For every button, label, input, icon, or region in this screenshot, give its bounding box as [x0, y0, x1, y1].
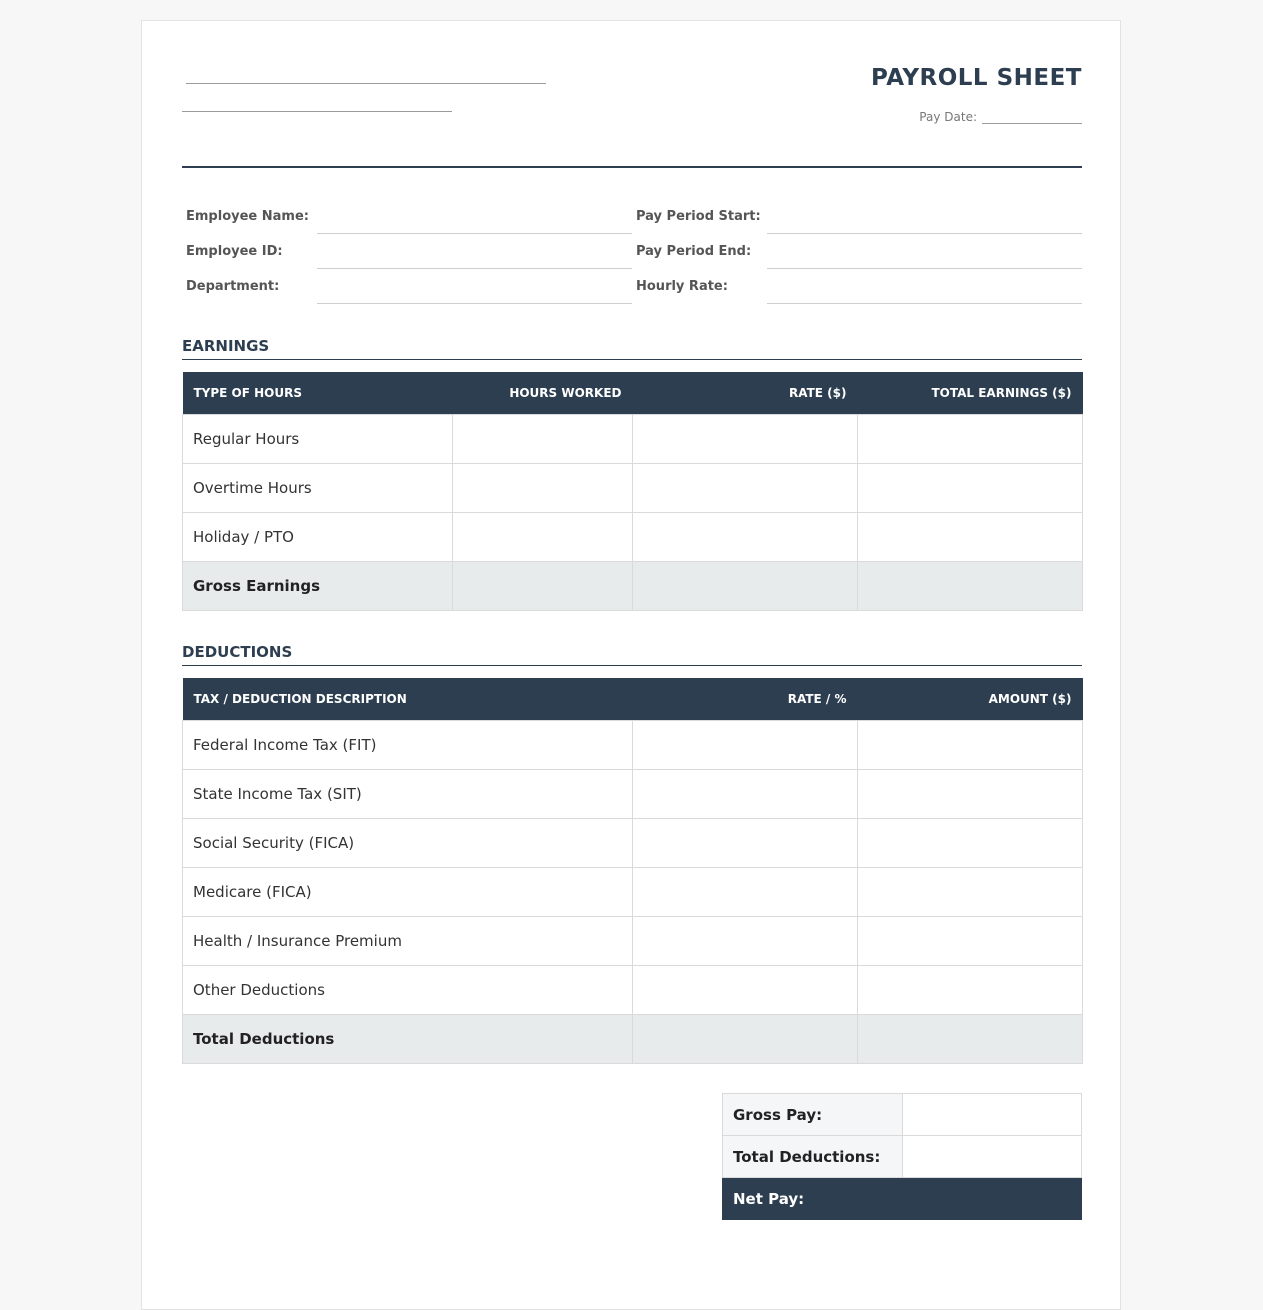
earnings-type-cell: Holiday / PTO	[183, 512, 453, 561]
pay-summary-table	[722, 1093, 1082, 1220]
gross-pay-value[interactable]	[903, 1094, 1082, 1136]
deduction-rate-cell[interactable]	[633, 818, 858, 867]
rate-cell[interactable]	[633, 463, 858, 512]
deduction-description-cell: Other Deductions	[183, 965, 633, 1014]
info-row	[182, 234, 1082, 269]
document-title: PAYROLL SHEET	[870, 65, 1082, 91]
employee-name-label: Employee Name:	[186, 209, 309, 224]
deduction-description-cell: State Income Tax (SIT)	[183, 769, 633, 818]
total-deductions-label: Total Deductions	[183, 1014, 633, 1063]
table-row	[183, 916, 1083, 965]
total-deductions-amount-cell[interactable]	[858, 1014, 1083, 1063]
gross-earnings-cell[interactable]	[858, 561, 1083, 610]
earnings-header-row	[183, 372, 1083, 414]
info-row	[182, 199, 1082, 234]
deduction-amount-cell[interactable]	[858, 916, 1083, 965]
pay-date-field	[919, 110, 1082, 124]
summary-total-deductions-label: Total Deductions:	[723, 1136, 903, 1178]
deduction-amount-cell[interactable]	[858, 769, 1083, 818]
payroll-document	[141, 20, 1121, 1310]
deduction-rate-cell[interactable]	[633, 965, 858, 1014]
net-pay-row	[723, 1178, 1082, 1220]
deduction-description-cell: Medicare (FICA)	[183, 867, 633, 916]
company-name-line[interactable]	[186, 83, 546, 84]
col-deduction-description: TAX / DEDUCTION DESCRIPTION	[183, 678, 633, 720]
table-row	[183, 769, 1083, 818]
gross-pay-label: Gross Pay:	[723, 1094, 903, 1136]
deduction-amount-cell[interactable]	[858, 965, 1083, 1014]
col-type-of-hours: TYPE OF HOURS	[183, 372, 453, 414]
col-hours-worked: HOURS WORKED	[453, 372, 633, 414]
summary-total-deductions-value[interactable]	[903, 1136, 1082, 1178]
net-pay-label: Net Pay:	[723, 1178, 903, 1220]
table-row	[183, 818, 1083, 867]
col-total-earnings: TOTAL EARNINGS ($)	[858, 372, 1083, 414]
earnings-table	[182, 372, 1083, 611]
deduction-description-cell: Social Security (FICA)	[183, 818, 633, 867]
deduction-rate-cell[interactable]	[633, 769, 858, 818]
deduction-rate-cell[interactable]	[633, 720, 858, 769]
net-pay-value[interactable]	[903, 1178, 1082, 1220]
total-earnings-cell[interactable]	[858, 414, 1083, 463]
summary-total-deductions-row	[723, 1136, 1082, 1178]
employee-info	[182, 199, 1082, 304]
company-address-line[interactable]	[182, 111, 452, 112]
deduction-amount-cell[interactable]	[858, 867, 1083, 916]
total-deductions-rate-cell[interactable]	[633, 1014, 858, 1063]
info-row	[182, 269, 1082, 304]
col-rate: RATE ($)	[633, 372, 858, 414]
rate-cell[interactable]	[633, 512, 858, 561]
table-row	[183, 512, 1083, 561]
deduction-amount-cell[interactable]	[858, 818, 1083, 867]
rate-cell[interactable]	[633, 414, 858, 463]
table-row	[183, 720, 1083, 769]
deduction-description-cell: Federal Income Tax (FIT)	[183, 720, 633, 769]
table-row	[183, 463, 1083, 512]
col-rate-percent: RATE / %	[633, 678, 858, 720]
deduction-rate-cell[interactable]	[633, 867, 858, 916]
gross-earnings-label: Gross Earnings	[183, 561, 453, 610]
earnings-type-cell: Regular Hours	[183, 414, 453, 463]
gross-rate-cell[interactable]	[633, 561, 858, 610]
earnings-type-cell: Overtime Hours	[183, 463, 453, 512]
table-row	[183, 414, 1083, 463]
gross-earnings-row	[183, 561, 1083, 610]
header-divider	[182, 166, 1082, 168]
col-amount: AMOUNT ($)	[858, 678, 1083, 720]
employee-id-label: Employee ID:	[186, 244, 283, 259]
deductions-heading: DEDUCTIONS	[182, 643, 1082, 666]
deduction-rate-cell[interactable]	[633, 916, 858, 965]
department-label: Department:	[186, 279, 280, 294]
pay-period-end-label: Pay Period End:	[636, 244, 752, 259]
pay-period-start-label: Pay Period Start:	[636, 209, 761, 224]
gross-pay-row	[723, 1094, 1082, 1136]
hours-worked-cell[interactable]	[453, 512, 633, 561]
total-deductions-row	[183, 1014, 1083, 1063]
pay-date-input-line[interactable]	[982, 111, 1082, 124]
hourly-rate-field[interactable]	[767, 303, 1082, 304]
total-earnings-cell[interactable]	[858, 512, 1083, 561]
department-field[interactable]	[317, 303, 632, 304]
deduction-description-cell: Health / Insurance Premium	[183, 916, 633, 965]
pay-date-label: Pay Date:	[919, 110, 977, 124]
total-earnings-cell[interactable]	[858, 463, 1083, 512]
earnings-heading: EARNINGS	[182, 337, 1082, 360]
deduction-amount-cell[interactable]	[858, 720, 1083, 769]
hours-worked-cell[interactable]	[453, 414, 633, 463]
gross-hours-cell[interactable]	[453, 561, 633, 610]
table-row	[183, 867, 1083, 916]
hourly-rate-label: Hourly Rate:	[636, 279, 728, 294]
hours-worked-cell[interactable]	[453, 463, 633, 512]
table-row	[183, 965, 1083, 1014]
deductions-table	[182, 678, 1083, 1064]
deductions-header-row	[183, 678, 1083, 720]
